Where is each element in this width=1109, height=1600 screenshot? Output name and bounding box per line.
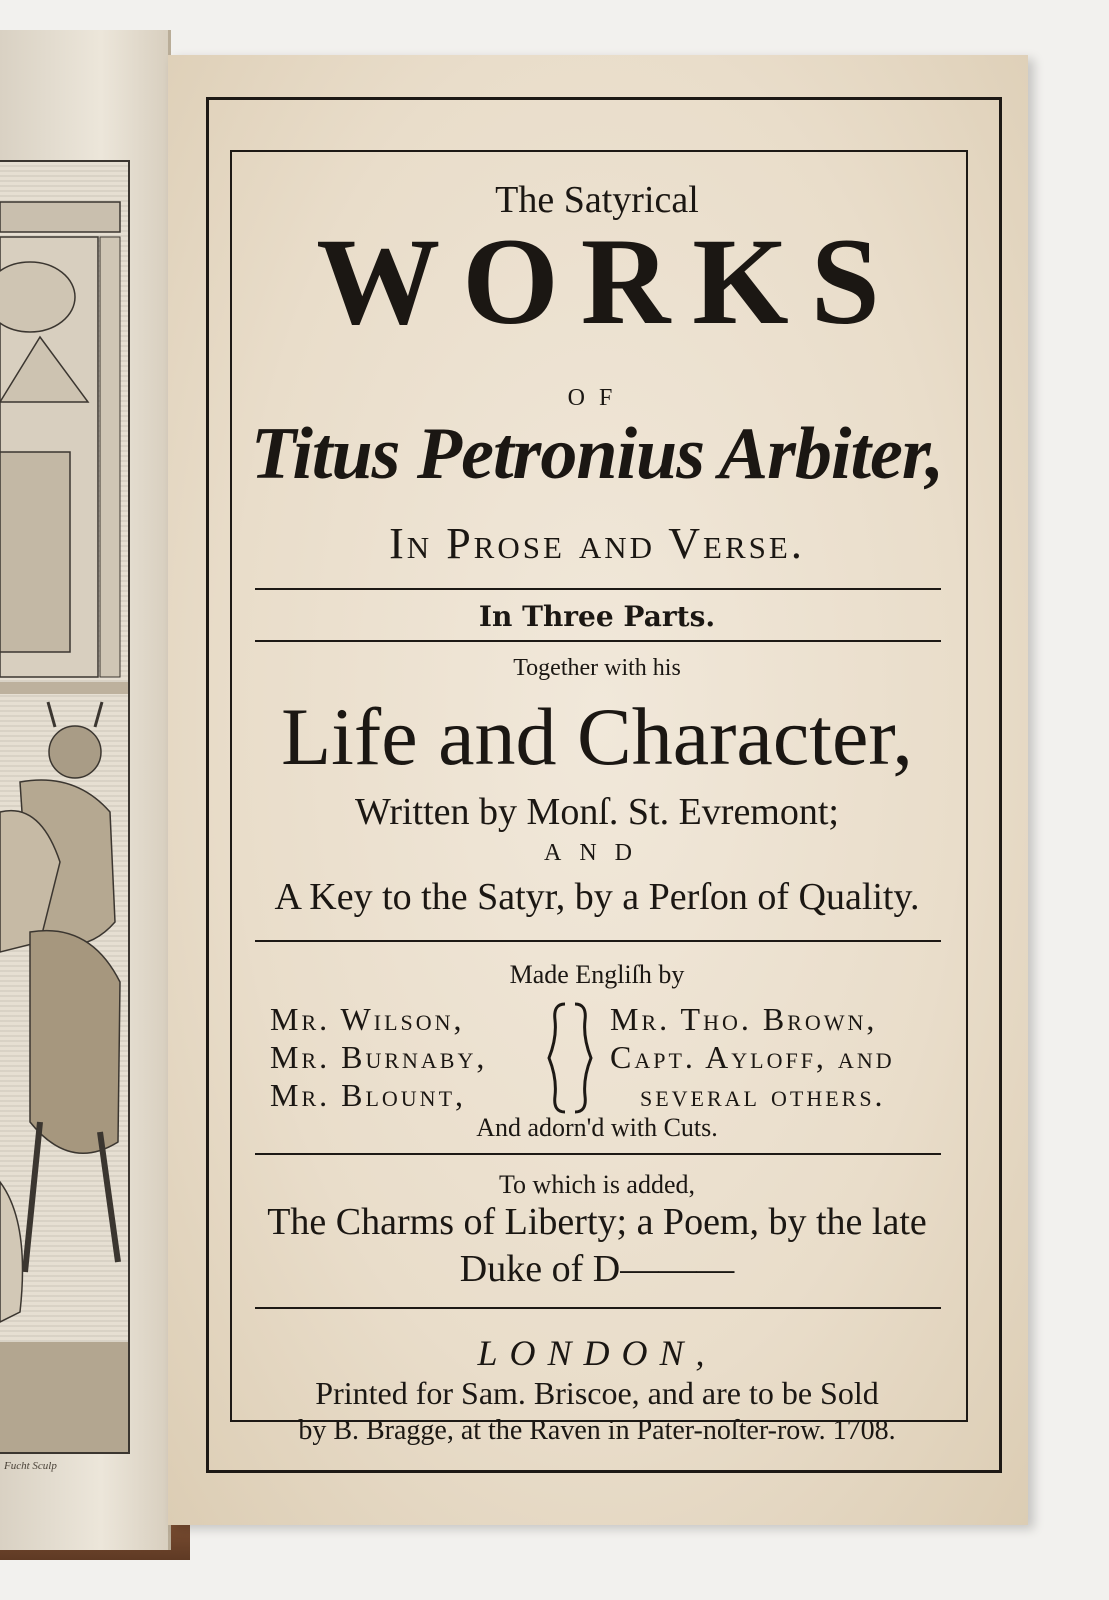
title-line-added: To which is added,: [498, 1170, 696, 1199]
brace-ornament: [545, 1000, 595, 1116]
title-line-works: WORKS: [316, 213, 902, 350]
title-line-written-by: Written by Monſ. St. Evremont;: [355, 791, 839, 833]
rule-divider: [255, 640, 941, 642]
title-line-and: AND: [544, 840, 650, 866]
title-line-charms: The Charms of Liberty; a Poem, by the late: [267, 1201, 927, 1243]
title-line-duke: Duke of D———: [459, 1248, 735, 1290]
translator-name: Mr. Tho. Brown,: [610, 1001, 878, 1037]
rule-divider: [255, 1307, 941, 1309]
title-line-made-english: Made Engliſh by: [509, 960, 685, 989]
translator-name: Mr. Burnaby,: [270, 1039, 488, 1075]
translators-block: [230, 1000, 964, 1120]
frontispiece-page: [0, 30, 171, 1550]
title-line-key: A Key to the Satyr, by a Perſon of Quality.: [274, 876, 920, 918]
title-line-life-character: Life and Character,: [281, 691, 913, 782]
title-line-adorned: And adorn'd with Cuts.: [476, 1113, 718, 1142]
title-page-text: [230, 150, 964, 1446]
translator-name: Mr. Blount,: [270, 1077, 467, 1113]
title-line-parts: In Three Parts.: [478, 600, 716, 633]
translator-name: Capt. Ayloff, and: [610, 1039, 895, 1075]
translator-name: ſeveral others.: [640, 1077, 886, 1113]
title-page: [168, 55, 1028, 1525]
engraver-credit: Fucht Sculp: [4, 1460, 57, 1472]
frontispiece-engraving: [0, 160, 130, 1454]
title-line-satyrical: The Satyrical: [495, 179, 699, 221]
rule-divider: [255, 1153, 941, 1155]
imprint-london: LONDON,: [477, 1333, 717, 1373]
imprint-printed-for: Printed for Sam. Briscoe, and are to be Sold: [315, 1375, 879, 1411]
title-line-together: Together with his: [513, 655, 681, 681]
title-line-of: OF: [567, 385, 627, 411]
translators-right-column: [610, 1000, 895, 1114]
title-line-author: Titus Petronius Arbiter,: [250, 413, 944, 495]
translator-name: Mr. Wilson,: [270, 1001, 465, 1037]
engraving-illustration: [0, 162, 128, 1452]
translators-left-column: [270, 1000, 487, 1114]
rule-divider: [255, 588, 941, 590]
title-line-prose-verse: In Prose and Verse.: [389, 519, 805, 568]
imprint-bookseller: by B. Bragge, at the Raven in Pater-noſter-row. 1708.: [298, 1415, 896, 1446]
rule-divider: [255, 940, 941, 942]
